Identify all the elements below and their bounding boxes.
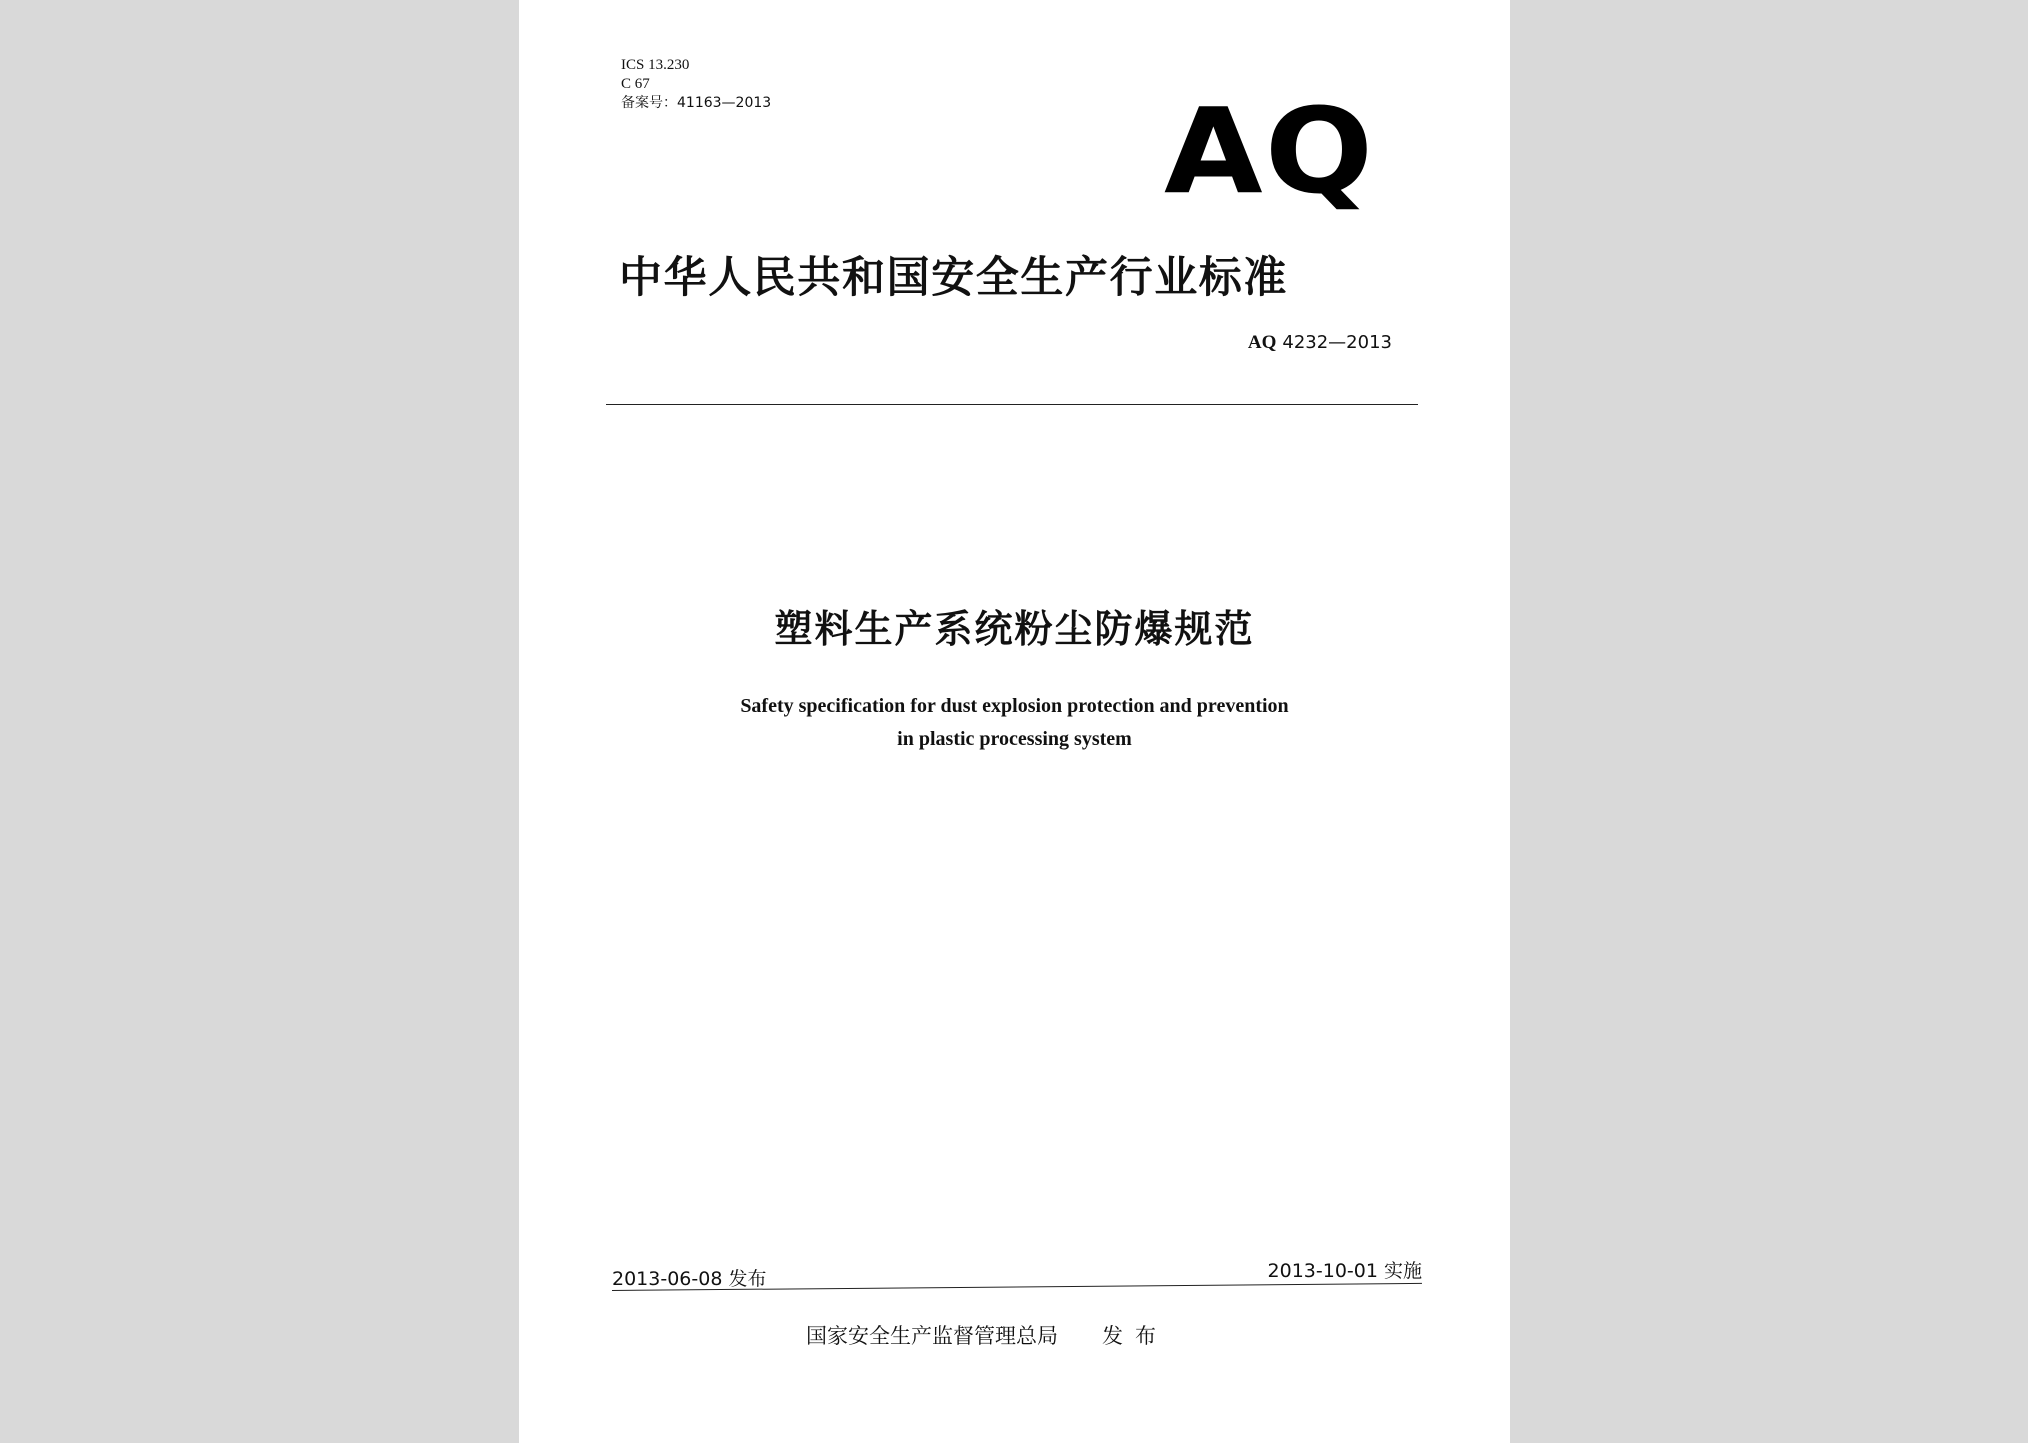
document-title-en xyxy=(519,690,1510,756)
publish-date: 2013-06-08 发布 xyxy=(612,1268,767,1290)
document-title-en-line-2: in plastic processing system xyxy=(897,728,1132,750)
standard-title: 中华人民共和国安全生产行业标准 xyxy=(619,253,1288,303)
top-divider xyxy=(606,404,1418,405)
document-page xyxy=(519,0,1510,1443)
issuer-line xyxy=(806,1320,1168,1350)
standard-number-value: 4232—2013 xyxy=(1282,332,1392,353)
issuer-name: 国家安全生产监督管理总局 xyxy=(806,1324,1058,1348)
standard-number xyxy=(1248,332,1392,354)
aq-logo: AQ xyxy=(1164,82,1376,220)
issue-action: 发布 xyxy=(1102,1324,1168,1348)
filing-number: 备案号：41163—2013 xyxy=(621,95,772,111)
effective-date: 2013-10-01 实施 xyxy=(1267,1260,1422,1282)
ics-code: ICS 13.230 xyxy=(621,57,690,73)
classification-block xyxy=(621,56,771,113)
document-title-cn: 塑料生产系统粉尘防爆规范 xyxy=(774,607,1255,651)
standard-code: AQ xyxy=(1247,332,1277,353)
dates-row xyxy=(612,1256,1422,1290)
document-title-en-line-1: Safety specification for dust explosion protection and prevention xyxy=(740,695,1289,717)
ccs-code: C 67 xyxy=(621,76,650,92)
